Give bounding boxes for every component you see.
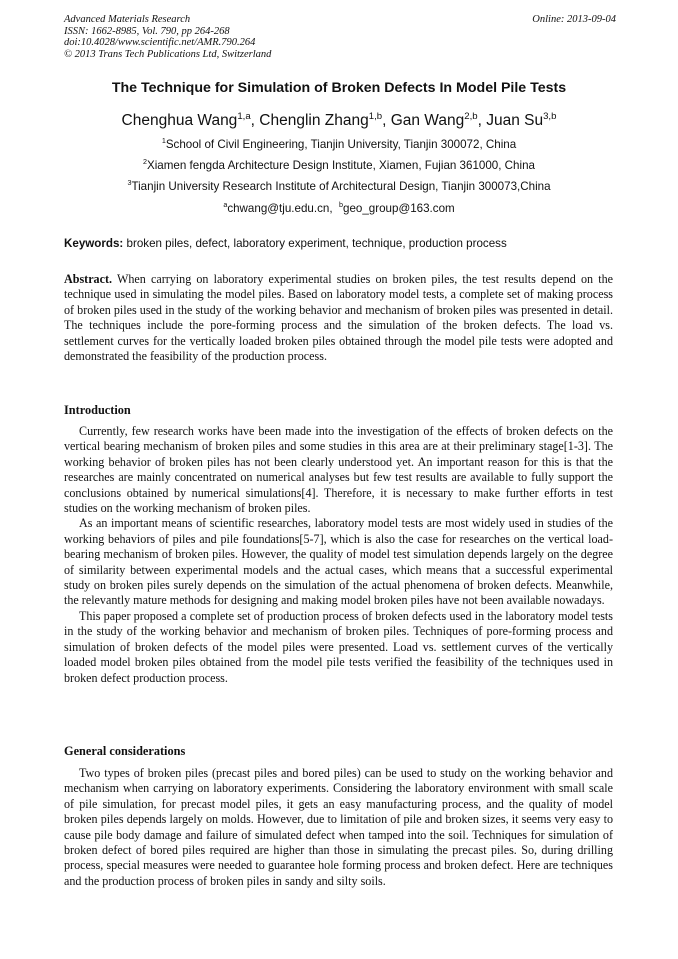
affiliation (40, 138, 638, 151)
affiliation-sup: 3 (127, 178, 132, 188)
abstract-label: Abstract. (64, 272, 113, 286)
affiliation-text: Tianjin University Research Institute of Architectural Design, Tianjin 300073,China (131, 180, 551, 193)
author-name: Chenghua Wang (121, 112, 238, 129)
author-sup: 3,b (543, 110, 557, 122)
section-heading: General considerations (64, 744, 186, 758)
copyright-line: © 2013 Trans Tech Publications Ltd, Switzerland (64, 48, 272, 60)
author-name: Gan Wang (390, 112, 465, 129)
paragraph: This paper proposed a complete set of production process of broken defects used in the laboratory model tests in the study of the working behavior and mechanism of broken piles. Techniques of pore-forming process and simulation of broken defects of the model piles were presented. Load vs. settlement curves of the vertically loaded model broken piles obtained from the model pile tests verified the feasibility of the techniques used in broken defect production process. (64, 608, 613, 685)
author-sup: 2,b (464, 110, 478, 122)
abstract-text: When carrying on laboratory experimental studies on broken piles, the test results depend on the technique used in simulating the model piles. Based on laboratory model tests, a complete set of making process of broken piles used in the study of the working behavior and mechanism of broken piles was presented in detail. The techniques include the pore-forming process and the simulation of the broken defects. The load vs. settlement curves for the vertically loaded broken piles obtained through the model pile tests were adopted and demonstrated the feasibility of the production process. (64, 272, 613, 364)
journal-header (64, 14, 616, 60)
keywords-label: Keywords: (64, 237, 124, 250)
keywords-line (64, 237, 624, 250)
paper-title: The Technique for Simulation of Broken Defects In Model Pile Tests (111, 80, 567, 96)
paragraph: Currently, few research works have been made into the investigation of the effects of broken defects on the vertical bearing mechanism of broken piles and some studies in this area are at their preliminary stage[1-3]. The working behavior of broken piles has not been clearly understood yet. An important reason for this is that the researches are mainly concentrated on numerical analyses but few test results are available to fully support the conclusions obtained by numerical simulations[4]. Therefore, it is necessary to make further efforts in test studies on the working mechanism of broken piles. (64, 424, 613, 516)
issn-line: ISSN: 1662-8985, Vol. 790, pp 264-268 (64, 25, 230, 37)
affiliation-sup: 1 (161, 136, 166, 146)
author-name: Chenglin Zhang (259, 112, 369, 129)
abstract (64, 272, 613, 364)
affiliation-text: School of Civil Engineering, Tianjin University, Tianjin 300072, China (165, 138, 517, 151)
journal-name: Advanced Materials Research (64, 14, 191, 25)
email-line (40, 202, 638, 215)
affiliation-sup: 2 (143, 157, 147, 167)
paragraph: As an important means of scientific researches, laboratory model tests are most widely used in studies of the working behaviors of piles and pile foundations[5-7], which is also the case for researches on the vertical load-bearing mechanism of broken piles. However, the quality of model test simulation depends largely on the degree of similarity between experimental models and the actual cases, which means that a successful experimental study on broken piles surely depends on the simulation of the actual phenomena of broken defects. Meanwhile, the relevantly mature methods for designing and making model broken piles have not been available nowadays. (64, 516, 613, 608)
author-sup: 1,a (237, 110, 251, 122)
online-date: Online: 2013-09-04 (532, 14, 616, 25)
author-name: Juan Su (486, 112, 544, 129)
affiliation (40, 159, 638, 172)
doi-line[interactable]: doi:10.4028/www.scientific.net/AMR.790.264 (64, 37, 256, 48)
author-sup: 1,b (368, 110, 383, 122)
general-body (64, 766, 613, 889)
introduction-body (64, 424, 613, 686)
affiliation-text: Xiamen fengda Architecture Design Institute, Xiamen, Fujian 361000, China (147, 159, 535, 172)
email-link[interactable]: chwang@tju.edu.cn, (227, 202, 333, 215)
section-heading: Introduction (64, 403, 131, 417)
paragraph: Two types of broken piles (precast piles and bored piles) can be used to study on the working behavior and mechanism when carrying on laboratory experiments. Considering the laboratory environment with small scale of pile simulation, for precast model piles, it gets an easy manufacturing process, and the quality of model broken piles depends largely on molds. However, due to limitation of pile and broken sizes, it seems very easy to cause pile body damage and failure of simulated defect when tamped into the soil. Techniques for simulation of broken defect of bored piles required are higher than those in simulating the precast piles. So, during drilling process, special measures were needed to guarantee hole forming process and broken defect. Here are techniques and the production process of broken piles in sandy and silty soils. (64, 766, 613, 888)
author-list: Chenghua Wang$^{1,a}$, Chenglin Zhang$^{1,b}$, Gan Wang$^{2,b}$, Juan Su$^{3,b}$ (121, 110, 557, 129)
email-sup: b (339, 200, 343, 210)
affiliation (40, 180, 638, 193)
email-link[interactable]: geo_group@163.com (343, 202, 455, 215)
email-sup: a (223, 200, 228, 210)
keywords-text: broken piles, defect, laboratory experiment, technique, production process (126, 237, 507, 250)
